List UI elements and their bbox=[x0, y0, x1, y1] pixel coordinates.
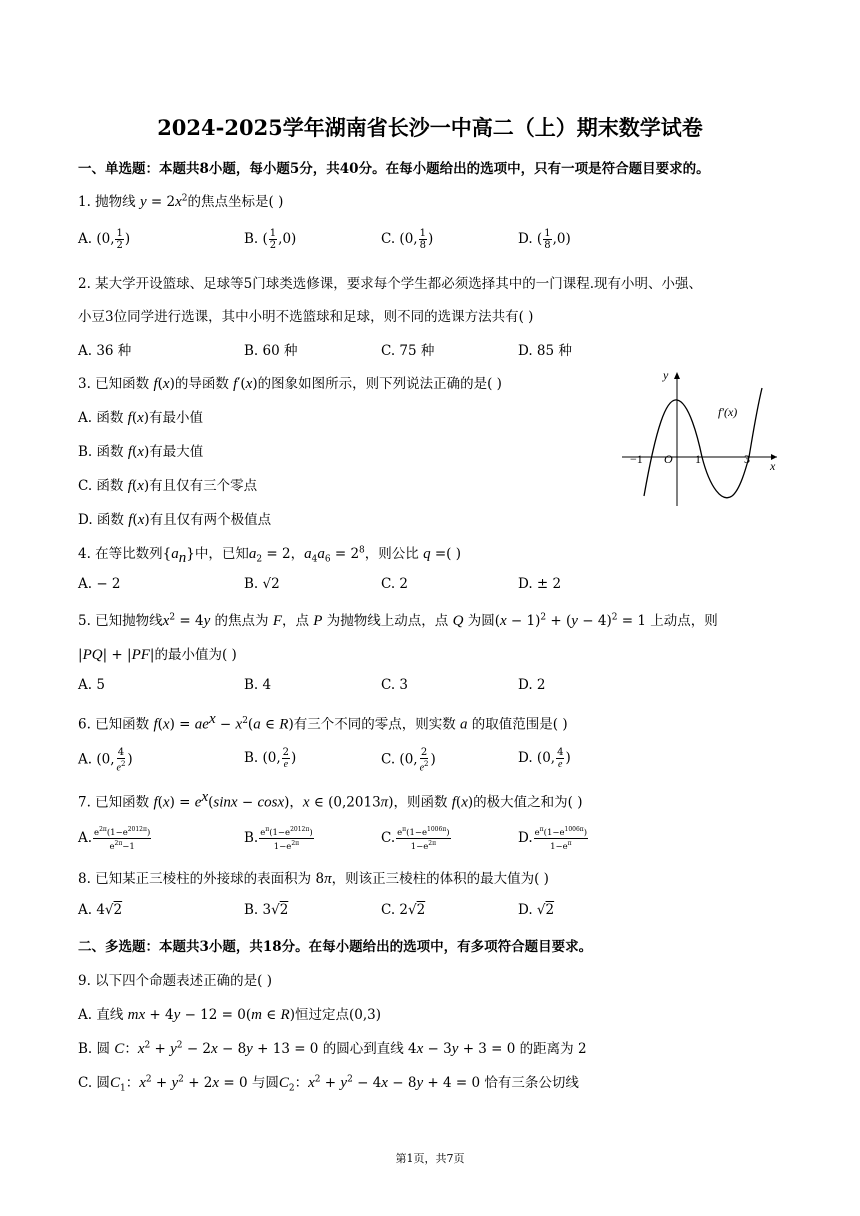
q6-option-c[interactable]: C. (0, $\frac{2}{e^2}$ ) bbox=[381, 747, 436, 774]
q1-option-c[interactable]: C. (0, $\frac{1}{8}$ ) bbox=[381, 228, 434, 251]
q2-option-d[interactable]: D. 85 种 bbox=[518, 343, 572, 359]
q6-option-b[interactable]: B. (0, $\frac{2}{e}$ ) bbox=[244, 747, 297, 770]
question-6: 6. 已知函数 $f(x) = ae^x - x^2(a$ ∈ R)有三个不同的零点，则实数 a 的取值范围是( ) bbox=[78, 711, 568, 733]
q5-option-d[interactable]: D. 2 bbox=[518, 677, 546, 693]
page-title: 2024-2025学年湖南省长沙一中高二（上）期末数学试卷 bbox=[157, 115, 703, 140]
q4-option-b[interactable]: B. √2 bbox=[244, 576, 280, 592]
question-8: 8. 已知某正三棱柱的外接球的表面积为 8π，则该正三棱柱的体积的最大值为( ) bbox=[78, 871, 549, 887]
q7-option-a[interactable]: A. $\frac{e^{2\pi}(1-e^{2012\pi})}{e^{2\pi}-1}$ bbox=[78, 826, 151, 852]
question-7: 7. 已知函数 $f(x) = e^x(\sin x - \cos x)$，x ∈ (0,2013π)，则函数 f(x)的极大值之和为( ) bbox=[78, 789, 583, 811]
q9-option-b[interactable]: B. 圆 C：$x^2 + y^2 - 2x - 8y + 13 = 0$ 的圆心到直线 4x − 3y + 3 = 0 的距离为 2 bbox=[78, 1040, 587, 1057]
q7-option-b[interactable]: B. $\frac{e^\pi(1-e^{2012\pi})}{1-e^{2\pi}}$ bbox=[244, 826, 313, 852]
q1-option-a[interactable]: A. (0, $\frac{1}{2}$ ) bbox=[78, 228, 131, 251]
q3-option-b[interactable]: B. 函数 f(x)有最大值 bbox=[78, 444, 204, 460]
q5-option-c[interactable]: C. 3 bbox=[381, 677, 409, 693]
y-axis-arrow bbox=[674, 372, 680, 379]
y-axis-label: y bbox=[663, 368, 669, 382]
q1-option-d[interactable]: D. ( $\frac{1}{8}$ ,0) bbox=[518, 228, 571, 251]
q2-option-a[interactable]: A. 36 种 bbox=[78, 343, 132, 359]
q8-option-a[interactable]: A. 4√2 bbox=[78, 902, 123, 918]
q6-option-a[interactable]: A. (0, $\frac{4}{e^2}$ ) bbox=[78, 747, 133, 774]
q4-option-d[interactable]: D. ± 2 bbox=[518, 576, 562, 592]
q8-option-d[interactable]: D. √2 bbox=[518, 902, 555, 918]
question-4: 4. 在等比数列$\{a_n\}$中，已知$a_2 = 2$，$a_4a_6 = 2^8$，则公比 q =( ) bbox=[78, 545, 461, 566]
question-2-line2: 小豆3位同学进行选课，其中小明不选篮球和足球，则不同的选课方法共有( ) bbox=[78, 309, 534, 325]
q3-option-d[interactable]: D. 函数 f(x)有且仅有两个极值点 bbox=[78, 512, 272, 528]
q7-option-c[interactable]: C. $\frac{e^\pi(1-e^{1006\pi})}{1-e^{2\pi}}$ bbox=[381, 826, 450, 852]
question-5-line1: 5. 已知抛物线$x^2 = 4y$ 的焦点为 F，点 P 为抛物线上动点，点 Q 为圆$(x - 1)^2 + (y - 4)^2 = 1$ 上动点，则 bbox=[78, 612, 718, 629]
q3-option-c[interactable]: C. 函数 f(x)有且仅有三个零点 bbox=[78, 478, 258, 494]
derivative-graph bbox=[622, 368, 782, 508]
q5-option-b[interactable]: B. 4 bbox=[244, 677, 272, 693]
q8-option-c[interactable]: C. 2√2 bbox=[381, 902, 426, 918]
q4-option-a[interactable]: A. − 2 bbox=[78, 576, 121, 592]
tick-label-1: 1 bbox=[695, 452, 701, 466]
question-1: 1. 抛物线 $y = 2x^2$的焦点坐标是( ) bbox=[78, 193, 284, 210]
x-axis-label: x bbox=[770, 459, 776, 473]
q6-option-d[interactable]: D. (0, $\frac{4}{e}$ ) bbox=[518, 747, 571, 770]
q3-option-a[interactable]: A. 函数 f(x)有最小值 bbox=[78, 410, 204, 426]
question-5-line2: |PQ| + |PF|的最小值为( ) bbox=[78, 647, 237, 663]
question-3: 3. 已知函数 f(x)的导函数 f′(x)的图象如图所示，则下列说法正确的是( ) bbox=[78, 376, 502, 392]
question-9: 9. 以下四个命题表述正确的是( ) bbox=[78, 973, 272, 989]
q7-option-d[interactable]: D. $\frac{e^\pi(1-e^{1006\pi})}{1-e^\pi}$ bbox=[518, 826, 588, 852]
page-footer: 第1页，共7页 bbox=[395, 1152, 465, 1165]
q9-option-c[interactable]: C. 圆$C_1$：$x^2 + y^2 + 2x = 0$ 与圆$C_2$：$x^2 + y^2 - 4x - 8y + 4 = 0$ 恰有三条公切线 bbox=[78, 1074, 579, 1094]
q8-option-b[interactable]: B. 3√2 bbox=[244, 902, 289, 918]
q1-option-b[interactable]: B. ( $\frac{1}{2}$ ,0) bbox=[244, 228, 297, 251]
q4-option-c[interactable]: C. 2 bbox=[381, 576, 409, 592]
origin-label: O bbox=[664, 452, 673, 466]
derivative-curve bbox=[644, 388, 762, 498]
function-label: f′(x) bbox=[718, 405, 738, 419]
q5-option-a[interactable]: A. 5 bbox=[78, 677, 105, 693]
q2-option-b[interactable]: B. 60 种 bbox=[244, 343, 298, 359]
q9-option-a[interactable]: A. 直线 mx + 4y − 12 = 0(m ∈ R)恒过定点(0,3) bbox=[78, 1007, 381, 1023]
section-heading-multiple-choice: 二、多选题：本题共3小题，共18分。在每小题给出的选项中，有多项符合题目要求。 bbox=[78, 939, 593, 955]
tick-label-neg1: −1 bbox=[630, 452, 643, 466]
tick-label-3: 3 bbox=[744, 452, 750, 466]
q2-option-c[interactable]: C. 75 种 bbox=[381, 343, 435, 359]
section-heading-single-choice: 一、单选题：本题共8小题，每小题5分，共40分。在每小题给出的选项中，只有一项是符合题目要求的。 bbox=[78, 161, 710, 177]
question-2-line1: 2. 某大学开设篮球、足球等5门球类选修课，要求每个学生都必须选择其中的一门课程.现有小明、小强、 bbox=[78, 276, 703, 292]
